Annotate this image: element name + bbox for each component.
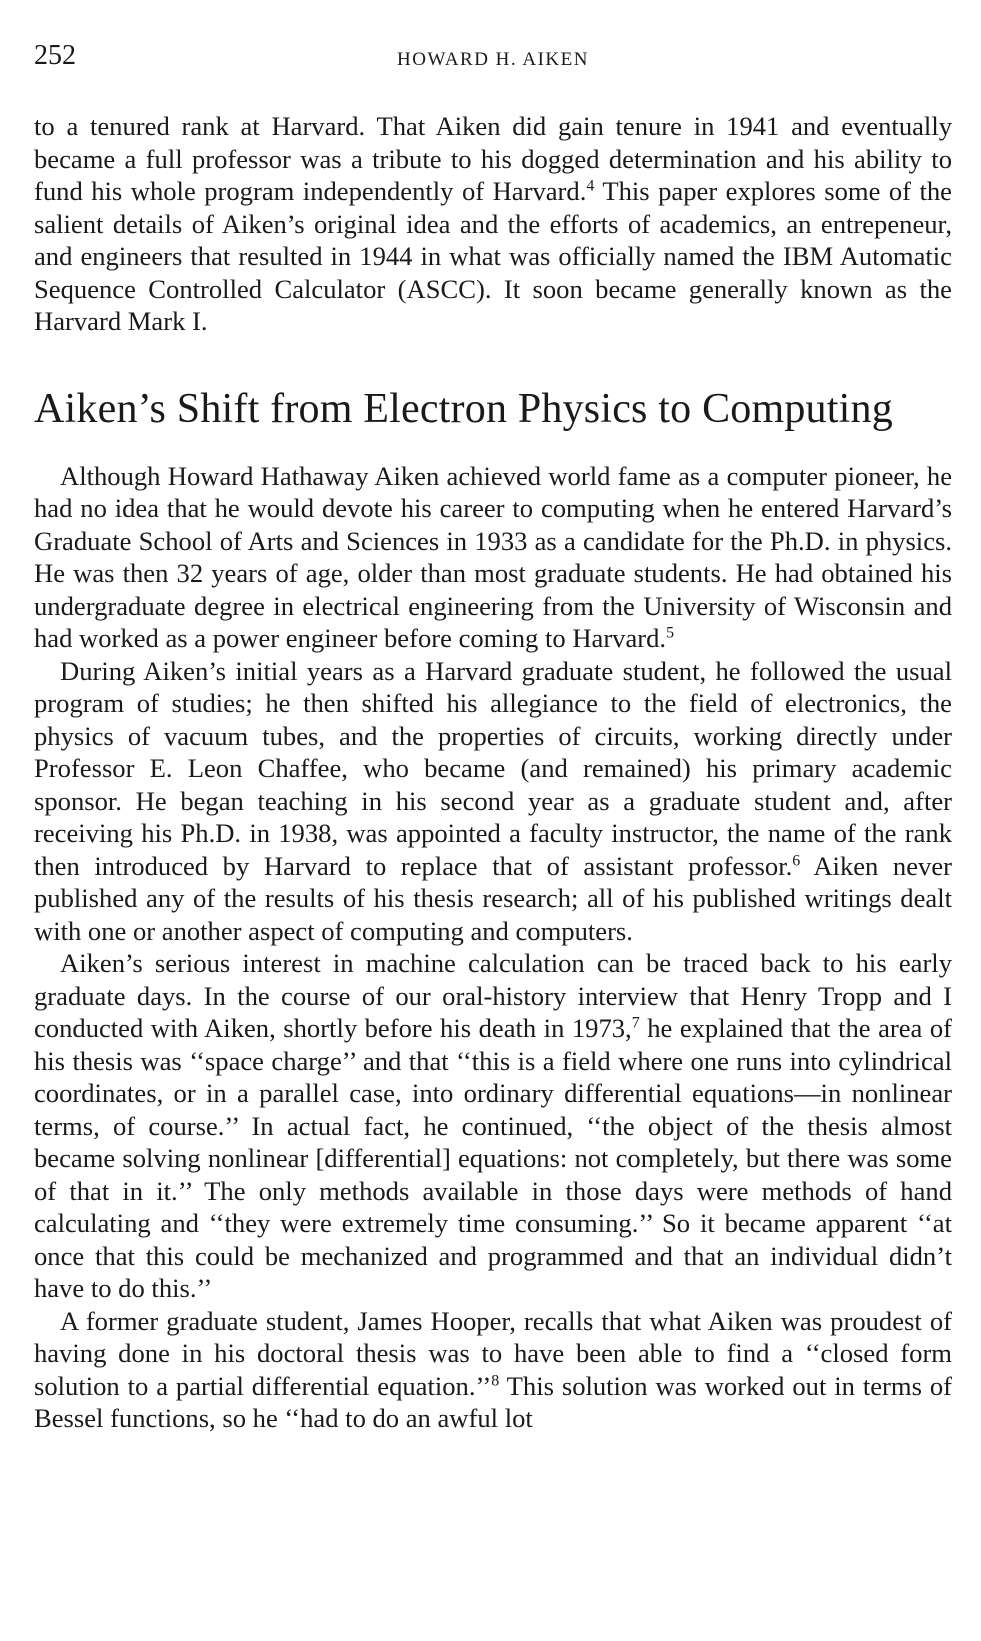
paragraph-text: During Aiken’s initial years as a Harvard graduate student, he followed the usual program of studies; he then shifted his allegiance to the field of electronics, the physics of vacuum tubes, and the properties of circuits, working directly under Professor E. Leon Chaffee, who became (and remained) his primary academic sponsor. He began teaching in his second year as a graduate student and, after receiving his Ph.D. in 1938, was appointed a faculty instructor, the name of the rank then introduced by Harvard to replace that of assistant professor. [34, 655, 952, 881]
paragraph-text: to a tenured rank at Harvard. That Aiken did gain tenure in 1941 and eventually became a full professor was a tribute to his dogged determination and his ability to fund his whole program independently of Harvard. [34, 111, 952, 206]
paragraph-text: Although Howard Hathaway Aiken achieved world fame as a computer pioneer, he had no idea that he would devote his career to computing when he entered Harvard’s Graduate School of Arts and Sciences in 1933 as a candidate for the Ph.D. in physics. He was then 32 years of age, older than most graduate students. He had obtained his undergraduate degree in electrical engineering from the University of Wisconsin and had worked as a power engineer before coming to Harvard. [34, 460, 952, 653]
paragraph-text: Aiken never published any of the results of his thesis research; all of his published writings dealt with one or another aspect of computing and computers. [34, 850, 952, 946]
paragraph [34, 110, 952, 338]
paragraph [34, 460, 952, 655]
footnote-ref: 7 [631, 1014, 640, 1032]
section-body [34, 460, 952, 1435]
footnote-ref: 8 [491, 1371, 500, 1389]
intro-paragraph [34, 110, 952, 338]
page-number: 252 [34, 40, 76, 71]
section-heading: Aiken’s Shift from Electron Physics to Computing [34, 385, 893, 432]
paragraph-text: This paper explores some of the salient details of Aiken’s original idea and the efforts of academics, an entrepeneur, and engineers that resulted in 1944 in what was officially named the IBM Automatic Sequence Controlled Calculator (ASCC). It soon became generally known as the Harvard Mark I. [34, 176, 952, 336]
footnote-ref: 4 [586, 177, 595, 195]
paragraph [34, 655, 952, 948]
footnote-ref: 5 [666, 624, 675, 642]
footnote-ref: 6 [792, 851, 801, 869]
paragraph-text: he explained that the area of his thesis was ‘‘space charge’’ and that ‘‘this is a field where one runs into cylindrical coordinates, or in a parallel case, into ordinary differential equations—in nonlinear terms, of course.’’ In actual fact, he continued, ‘‘the object of the thesis almost became solving nonlinear [differential] equations: not completely, but there was some of that in it.’’ The only methods available in those days were methods of hand calculating and ‘‘they were extremely time consuming.’’ So it became apparent ‘‘at once that this could be mechanized and programmed and that an individual didn’t have to do this.’’ [34, 1013, 952, 1303]
paragraph [34, 1305, 952, 1435]
page [34, 40, 952, 1435]
paragraph-text: This solution was worked out in terms of Bessel functions, so he ‘‘had to do an awful lot [34, 1370, 952, 1433]
paragraph [34, 947, 952, 1305]
paragraph-text: Aiken’s serious interest in machine calculation can be traced back to his early graduate days. In the course of our oral-history interview that Henry Tropp and I conducted with Aiken, shortly before his death in 1973, [34, 948, 952, 1043]
running-title: HOWARD H. AIKEN [397, 49, 589, 70]
paragraph-text: A former graduate student, James Hooper, recalls that what Aiken was proudest of having done in his doctoral thesis was to have been able to find a ‘‘closed form solution to a partial differential equation.’’ [34, 1305, 952, 1401]
running-head [34, 40, 952, 88]
